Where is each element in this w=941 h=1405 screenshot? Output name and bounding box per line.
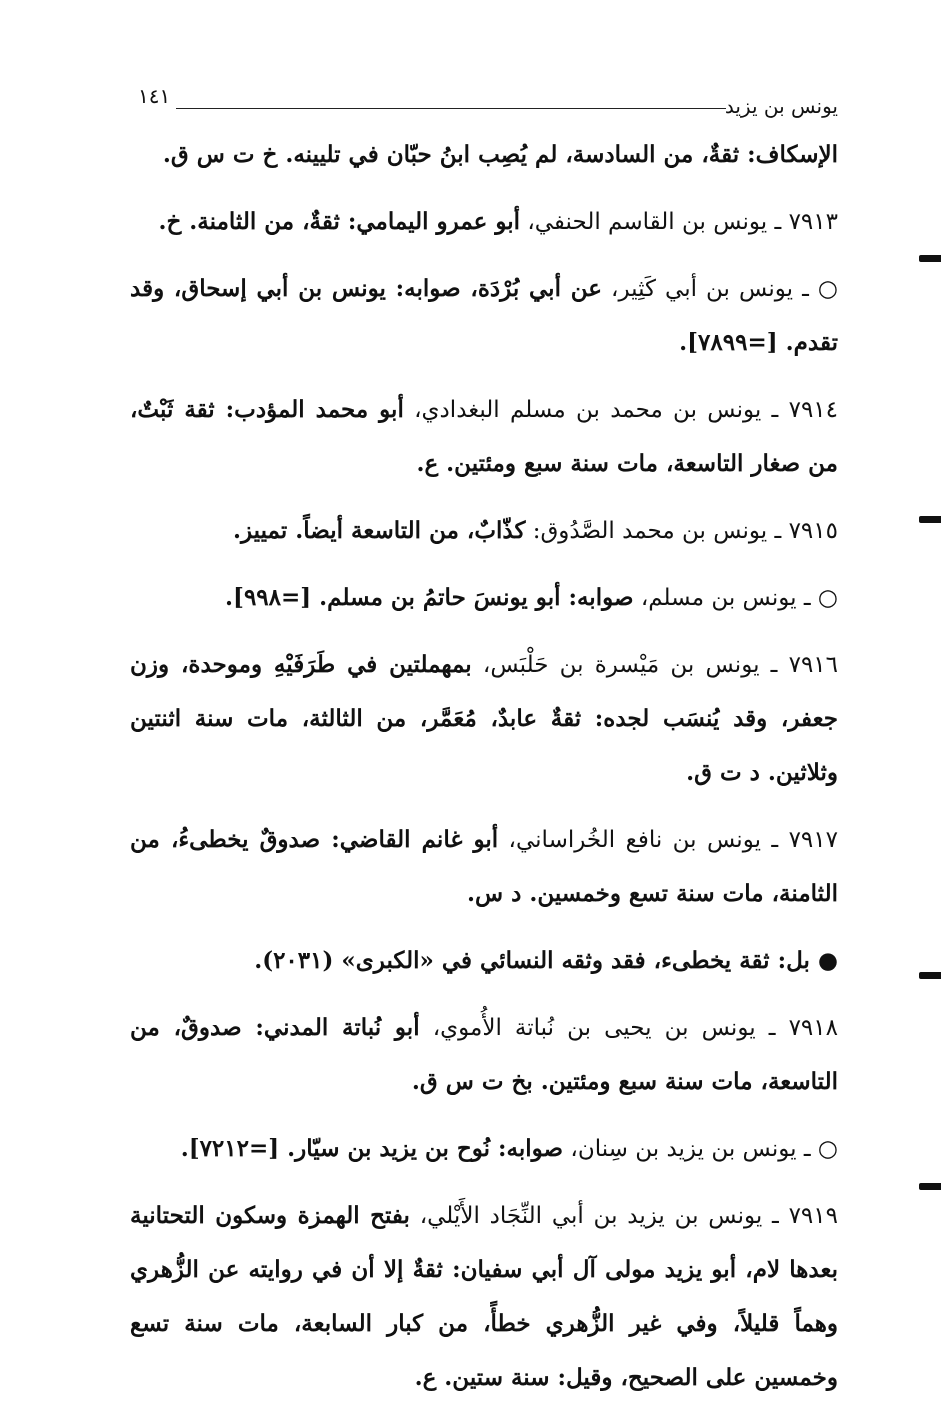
entry-lead: ٧٩١٥ ـ يونس بن محمد الصَّدُوق: — [525, 518, 838, 544]
filled-circle-icon: ● — [817, 948, 838, 974]
margin-tab-mark — [919, 516, 941, 523]
entry-7914 — [130, 383, 838, 491]
entry-text: أبو نُباتة المدني: صدوقٌ، من التاسعة، مات سنة سبع ومئتين. بخ ت س ق. — [130, 1014, 838, 1095]
entry-text: الإسكاف: ثقةٌ، من السادسة، لم يُصِب ابنُ حبّان في تليينه. خ ت س ق. — [162, 141, 838, 168]
entry-text: بمهملتين في طَرَفَيْهِ وموحدة، وزن جعفر، وقد يُنسَب لجده: ثقةٌ عابدٌ، مُعَمَّر، من الثالثة، مات سنة اثنتين وثلاثين. د ت ق. — [130, 651, 838, 786]
open-circle-icon: ○ — [817, 1136, 838, 1162]
entry-text: كذّابٌ، من التاسعة أيضاً. تمييز. — [232, 517, 526, 544]
entry-lead: ـ يونس بن أبي كَثِير، — [601, 276, 818, 302]
entry-lead: ٧٩١٤ ـ يونس بن محمد بن مسلم البغدادي، — [403, 397, 839, 423]
header-title: يونس بن يزيد — [724, 94, 838, 118]
entry-text: أبو غانم القاضي: صدوقٌ يخطىءُ، من الثامنة، مات سنة تسع وخمسين. د س. — [130, 826, 838, 907]
margin-tab-mark — [919, 1183, 941, 1190]
entry-7917 — [130, 813, 838, 921]
entry-lead: ٧٩١٧ ـ يونس بن نافع الخُراساني، — [498, 827, 838, 853]
entry-comment — [130, 934, 838, 988]
entry-lead: ـ يونس بن مسلم، — [633, 585, 818, 611]
entry-text: أبو محمد المؤدب: ثقة ثَبْتٌ، من صغار التاسعة، مات سنة سبع ومئتين. ع. — [130, 396, 838, 477]
open-circle-icon: ○ — [817, 585, 838, 611]
open-circle-icon: ○ — [817, 276, 838, 302]
entry-note — [130, 262, 838, 370]
entry-continuation — [130, 128, 838, 182]
margin-tab-mark — [919, 255, 941, 262]
entry-lead: ٧٩١٩ ـ يونس بن يزيد بن أبي النِّجَاد الأَيْلي، — [409, 1203, 838, 1229]
entry-lead: ٧٩١٨ ـ يونس بن يحيى بن نُباتة الأُموي، — [419, 1015, 838, 1041]
entry-text: عن أبي بُرْدَة، صوابه: يونس بن أبي إسحاق، وقد تقدم. [=٧٨٩٩]. — [130, 275, 838, 356]
margin-tab-mark — [919, 972, 941, 979]
entry-7913 — [130, 195, 838, 249]
entry-7918 — [130, 1001, 838, 1109]
entry-lead: ٧٩١٣ ـ يونس بن القاسم الحنفي، — [520, 209, 838, 235]
entry-lead: بل: — [769, 947, 818, 974]
entry-7915 — [130, 504, 838, 558]
entry-note — [130, 571, 838, 625]
entry-text: صوابه: نُوح بن يزيد بن سيّار. [=٧٢١٢]. — [180, 1135, 564, 1162]
entry-7916 — [130, 638, 838, 800]
entry-note — [130, 1122, 838, 1176]
entry-lead: ـ يونس بن يزيد بن سِنان، — [563, 1136, 818, 1162]
running-header — [138, 84, 838, 124]
page-body — [130, 128, 838, 1405]
page-number: ١٤١ — [138, 84, 171, 108]
entry-text: أبو عمرو اليمامي: ثقةٌ، من الثامنة. خ. — [158, 208, 521, 235]
entry-lead: ٧٩١٦ ـ يونس بن مَيْسرة بن حَلْبَس، — [471, 652, 839, 678]
entry-7919 — [130, 1189, 838, 1405]
entry-text: صوابه: أبو يونسَ حاتمُ بن مسلم. [=٩٩٨]. — [225, 584, 634, 611]
entry-text: ثقة يخطىء، فقد وثقه النسائي في «الكبرى» (٢٠٣١). — [254, 947, 770, 974]
entry-text: بفتح الهمزة وسكون التحتانية بعدها لام، أبو يزيد مولى آل أبي سفيان: ثقةٌ إلا أن في روايته عن الزُّهري وهماً قليلاً، وفي غير الزُّهري خطأً، من كبار السابعة، مات سنة تسع وخمسين على الصحيح، وقيل: سنة ستين. ع. — [130, 1202, 838, 1391]
header-rule — [176, 108, 726, 109]
